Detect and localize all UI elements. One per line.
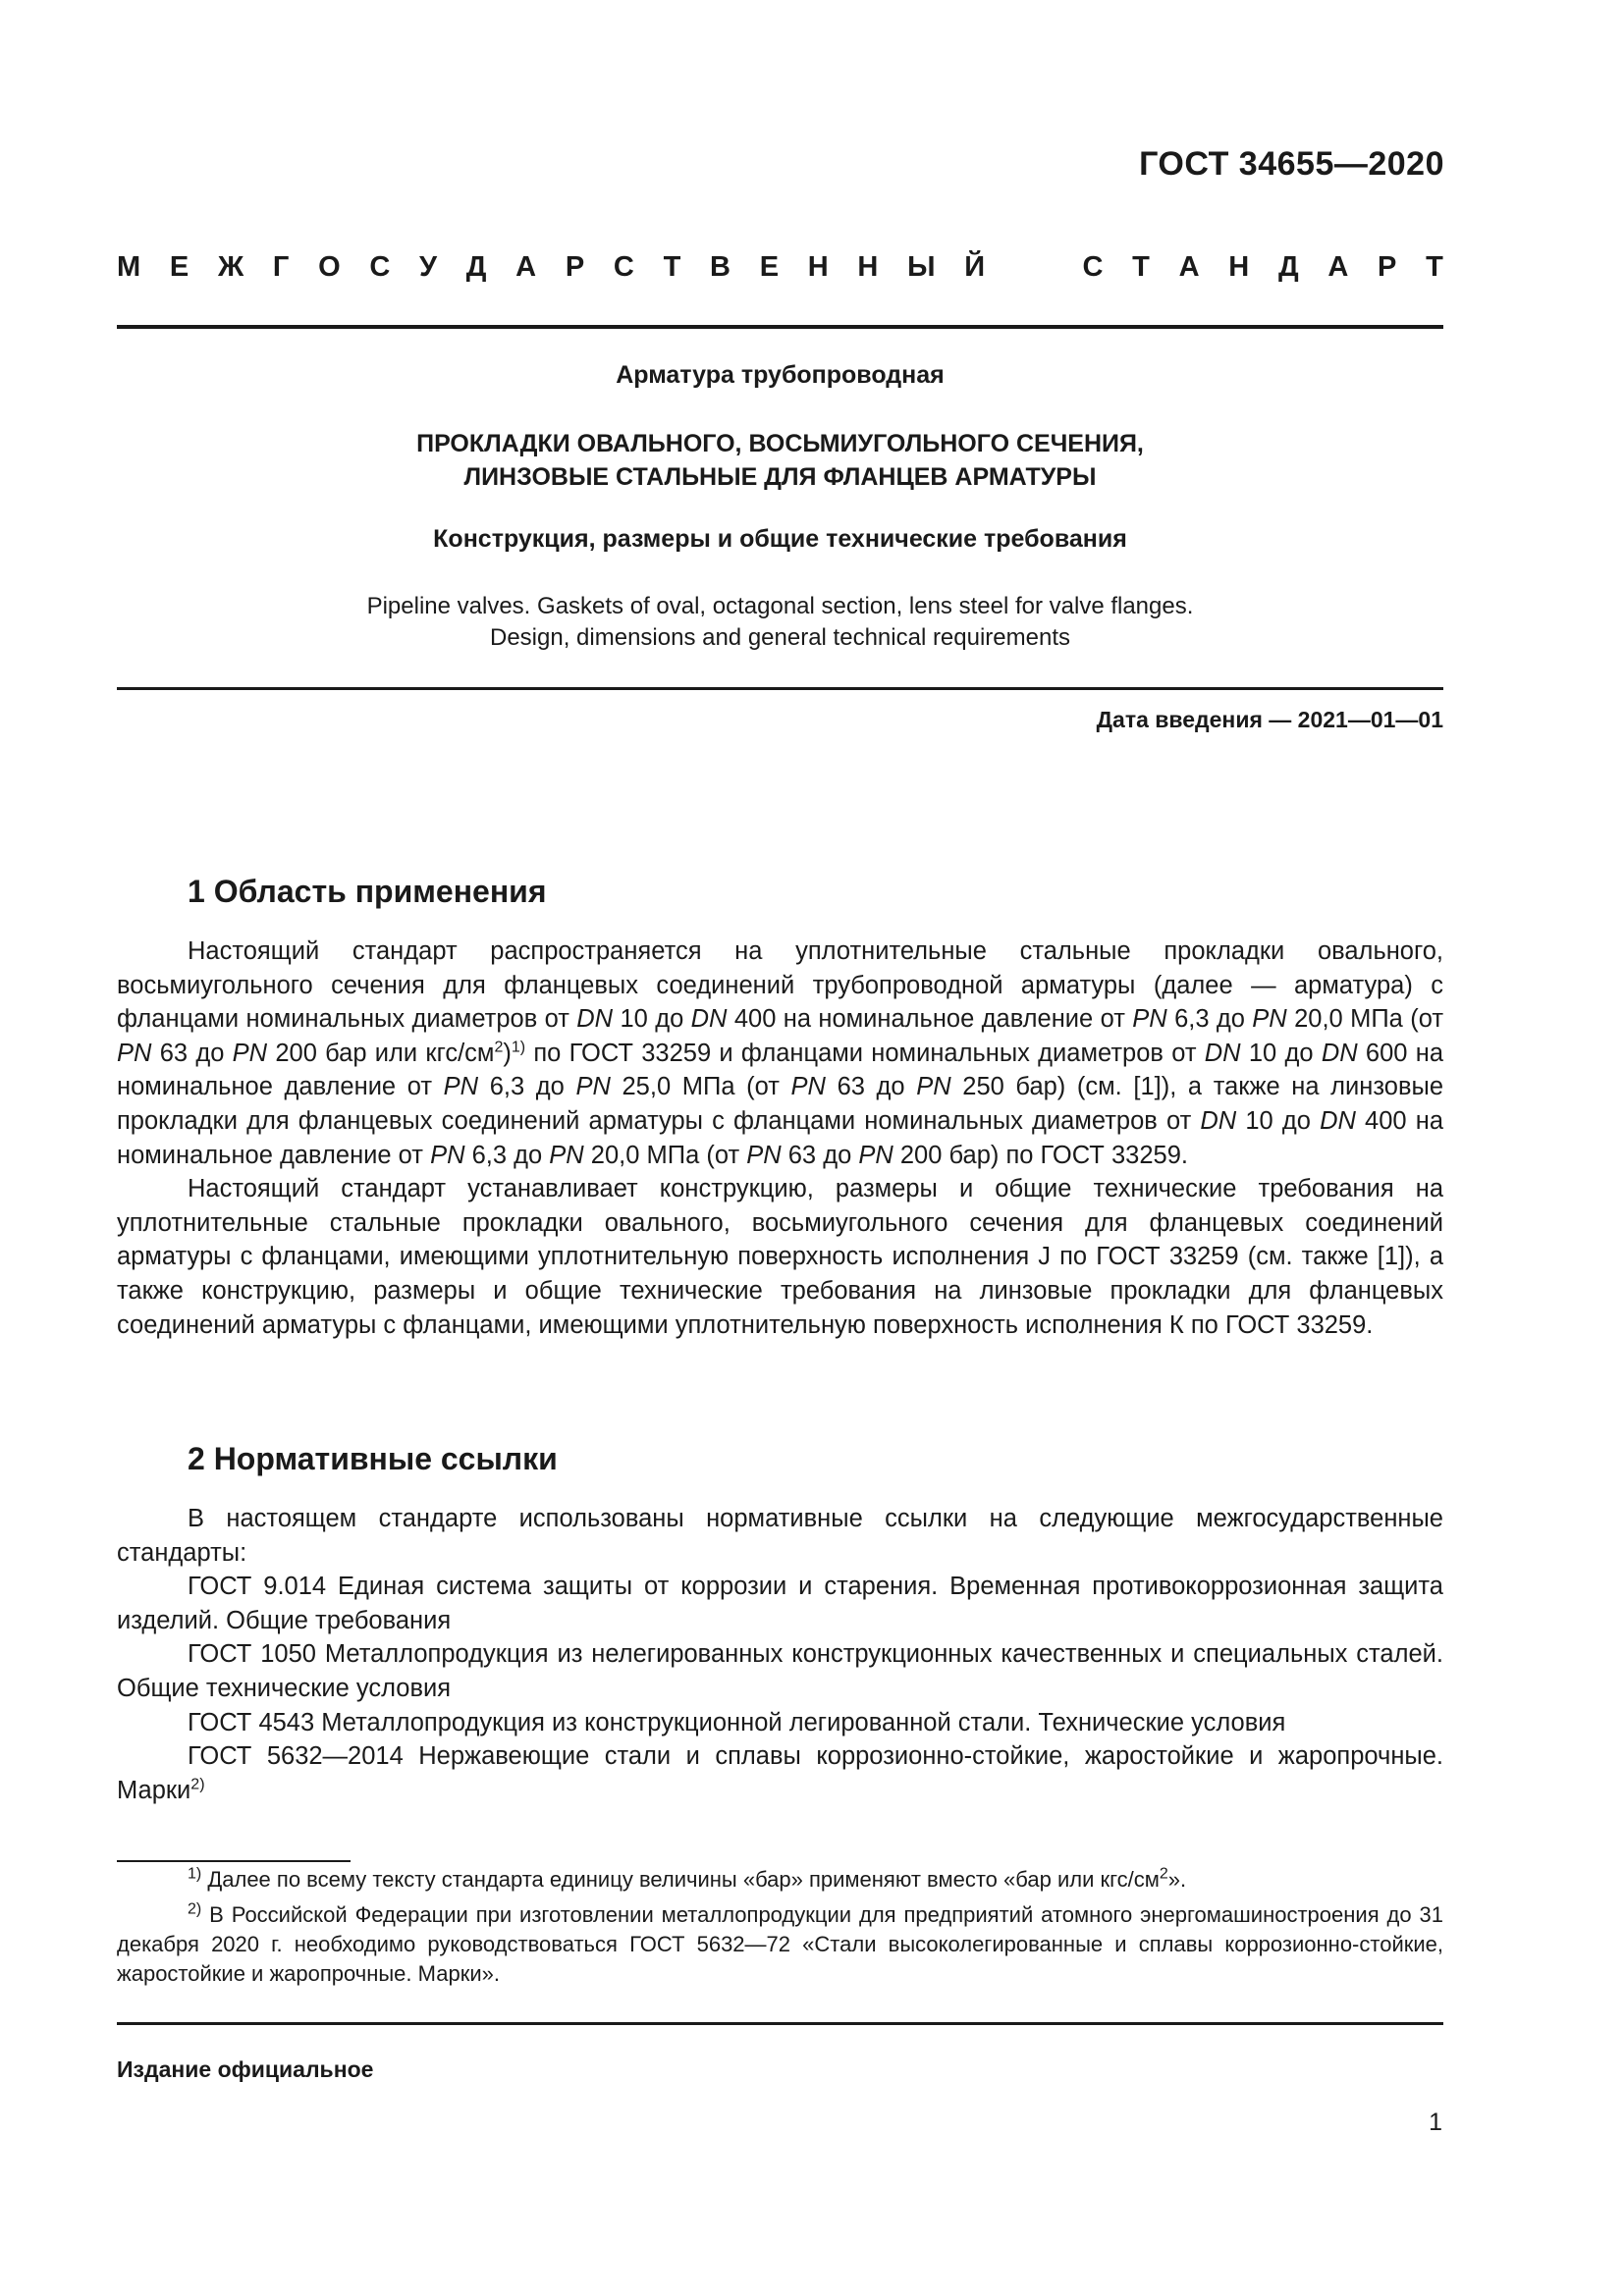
reference-item: ГОСТ 5632—2014 Нержавеющие стали и сплавы коррозионно-стойкие, жаростойкие и жаропрочные. Марки$^{2)}$ xyxy=(117,1742,1443,1804)
banner-letter: С xyxy=(613,251,634,283)
section-1-paragraph-1: Настоящий стандарт распространяется на уплотнительные стальные прокладки овального, восьмиугольного сечения для фланцевых соединений трубопроводной арматуры (далее — арматура) с фланцами номинальных диаметров от DN 10 до DN 400 на номинальное давление от PN 6,3 до PN 20,0 МПа (от PN 63 до PN 200 бар или кгс/$см^2)^{1)}$ по ГОСТ 33259 и фланцами номинальных диаметров от DN 10 до DN 600 на номинальное давление от PN 6,3 до PN 25,0 МПа (от PN 63 до PN 250 бар) (см. [1]), а также на линзовые прокладки для фланцевых соединений арматуры с фланцами номинальных диаметров от DN 10 до DN 400 на номинальное давление от PN 6,3 до PN 20,0 МПа (от PN 63 до PN 200 бар) по ГОСТ 33259. xyxy=(117,937,1444,1169)
banner-letter: А xyxy=(515,251,537,283)
reference-item: ГОСТ 4543 Металлопродукция из конструкционной легированной стали. Технические условия xyxy=(188,1708,1286,1736)
reference-item: ГОСТ 1050 Металлопродукция из нелегированных конструкционных качественных и специальных сталей. Общие технические условия xyxy=(117,1640,1443,1702)
document-subject: Арматура трубопроводная xyxy=(616,361,945,389)
reference-item: ГОСТ 9.014 Единая система защиты от коррозии и старения. Временная противокоррозионная защита изделий. Общие требования xyxy=(117,1573,1443,1634)
banner-letter: Ы xyxy=(907,251,936,283)
banner-letter: М xyxy=(117,251,141,283)
section-1-body xyxy=(117,934,1443,1342)
footnote-ref-1: 1) xyxy=(511,1039,526,1056)
introduction-date: Дата введения — 2021—01—01 xyxy=(1096,707,1443,732)
banner-letter: Е xyxy=(759,251,780,283)
section-1-paragraph-2: Настоящий стандарт устанавливает конструкцию, размеры и общие технические требования на уплотнительные стальные прокладки овального, восьмиугольного сечения для фланцевых соединений арматуры с фланцами, имеющими уплотнительную поверхность исполнения J по ГОСТ 33259 (см. также [1]), а также конструкцию, размеры и общие технические требования на линзовые прокладки для фланцевых соединений арматуры с фланцами, имеющими уплотнительную поверхность исполнения К по ГОСТ 33259. xyxy=(117,1175,1443,1339)
footer-divider xyxy=(117,2022,1443,2025)
banner-letter: Н xyxy=(857,251,879,283)
footnote-divider xyxy=(117,1860,351,1862)
section-2-title: 2 Нормативные ссылки xyxy=(188,1441,558,1476)
english-title-line: Design, dimensions and general technical requirements xyxy=(490,624,1070,651)
banner-letter: Д xyxy=(1277,251,1299,283)
main-title-line: ПРОКЛАДКИ ОВАЛЬНОГО, ВОСЬМИУГОЛЬНОГО СЕЧЕНИЯ, xyxy=(416,430,1144,457)
page-number: 1 xyxy=(1429,2109,1442,2136)
banner-letter: Р xyxy=(1378,251,1397,283)
main-title-line: ЛИНЗОВЫЕ СТАЛЬНЫЕ ДЛЯ ФЛАНЦЕВ АРМАТУРЫ xyxy=(463,463,1097,491)
banner-letter: А xyxy=(1327,251,1349,283)
english-title xyxy=(117,591,1443,654)
banner-letter: В xyxy=(710,251,731,283)
banner-letter: С xyxy=(369,251,391,283)
title-divider xyxy=(117,687,1443,690)
banner-letter: Т xyxy=(1426,251,1443,283)
banner-letter: Е xyxy=(169,251,189,283)
footnote-ref-2: 2) xyxy=(190,1776,205,1793)
banner-word-gap xyxy=(1014,251,1054,284)
banner-letter: О xyxy=(318,251,341,283)
document-main-title xyxy=(117,427,1443,494)
banner-letter: С xyxy=(1082,251,1104,283)
banner-letter: У xyxy=(419,251,438,283)
header-divider xyxy=(117,325,1443,329)
banner-letter: Р xyxy=(565,251,585,283)
section-2-body xyxy=(117,1502,1443,1807)
banner-letter: Т xyxy=(663,251,681,283)
english-title-line: Pipeline valves. Gaskets of oval, octagonal section, lens steel for valve flanges. xyxy=(366,593,1194,619)
official-edition-label: Издание официальное xyxy=(117,2056,374,2082)
document-number: ГОСТ 34655—2020 xyxy=(1139,145,1444,183)
document-subtitle: Конструкция, размеры и общие технические требования xyxy=(433,525,1127,553)
banner-letter: Й xyxy=(964,251,986,283)
banner-letter: Н xyxy=(807,251,829,283)
section-2-intro: В настоящем стандарте использованы нормативные ссылки на следующие межгосударственные стандарты: xyxy=(117,1505,1443,1567)
banner-letter: Ж xyxy=(217,251,244,283)
banner-letter: Т xyxy=(1132,251,1150,283)
footnotes xyxy=(117,1865,1443,1995)
banner-letter: Н xyxy=(1228,251,1250,283)
banner-letter: А xyxy=(1178,251,1200,283)
banner-letter: Д xyxy=(465,251,487,283)
footnote-2: $^{2)}$ В Российской Федерации при изготовлении металлопродукции для предприятий атомного энергомашиностроения до 31 декабря 2020 г. необходимо руководствоваться ГОСТ 5632—72 «Стали высоколегированные и сплавы коррозионно-стойкие, жаростойкие и жаропрочные. Марки». xyxy=(117,1900,1443,1986)
footnote-1: $^{1)}$ Далее по всему тексту стандарта единицу величины «бар» применяют вместо «бар или кгс/$см^2$». xyxy=(188,1865,1187,1892)
interstate-standard-banner xyxy=(117,251,1443,284)
banner-letter: Г xyxy=(272,251,290,283)
section-1-title: 1 Область применения xyxy=(188,874,547,909)
